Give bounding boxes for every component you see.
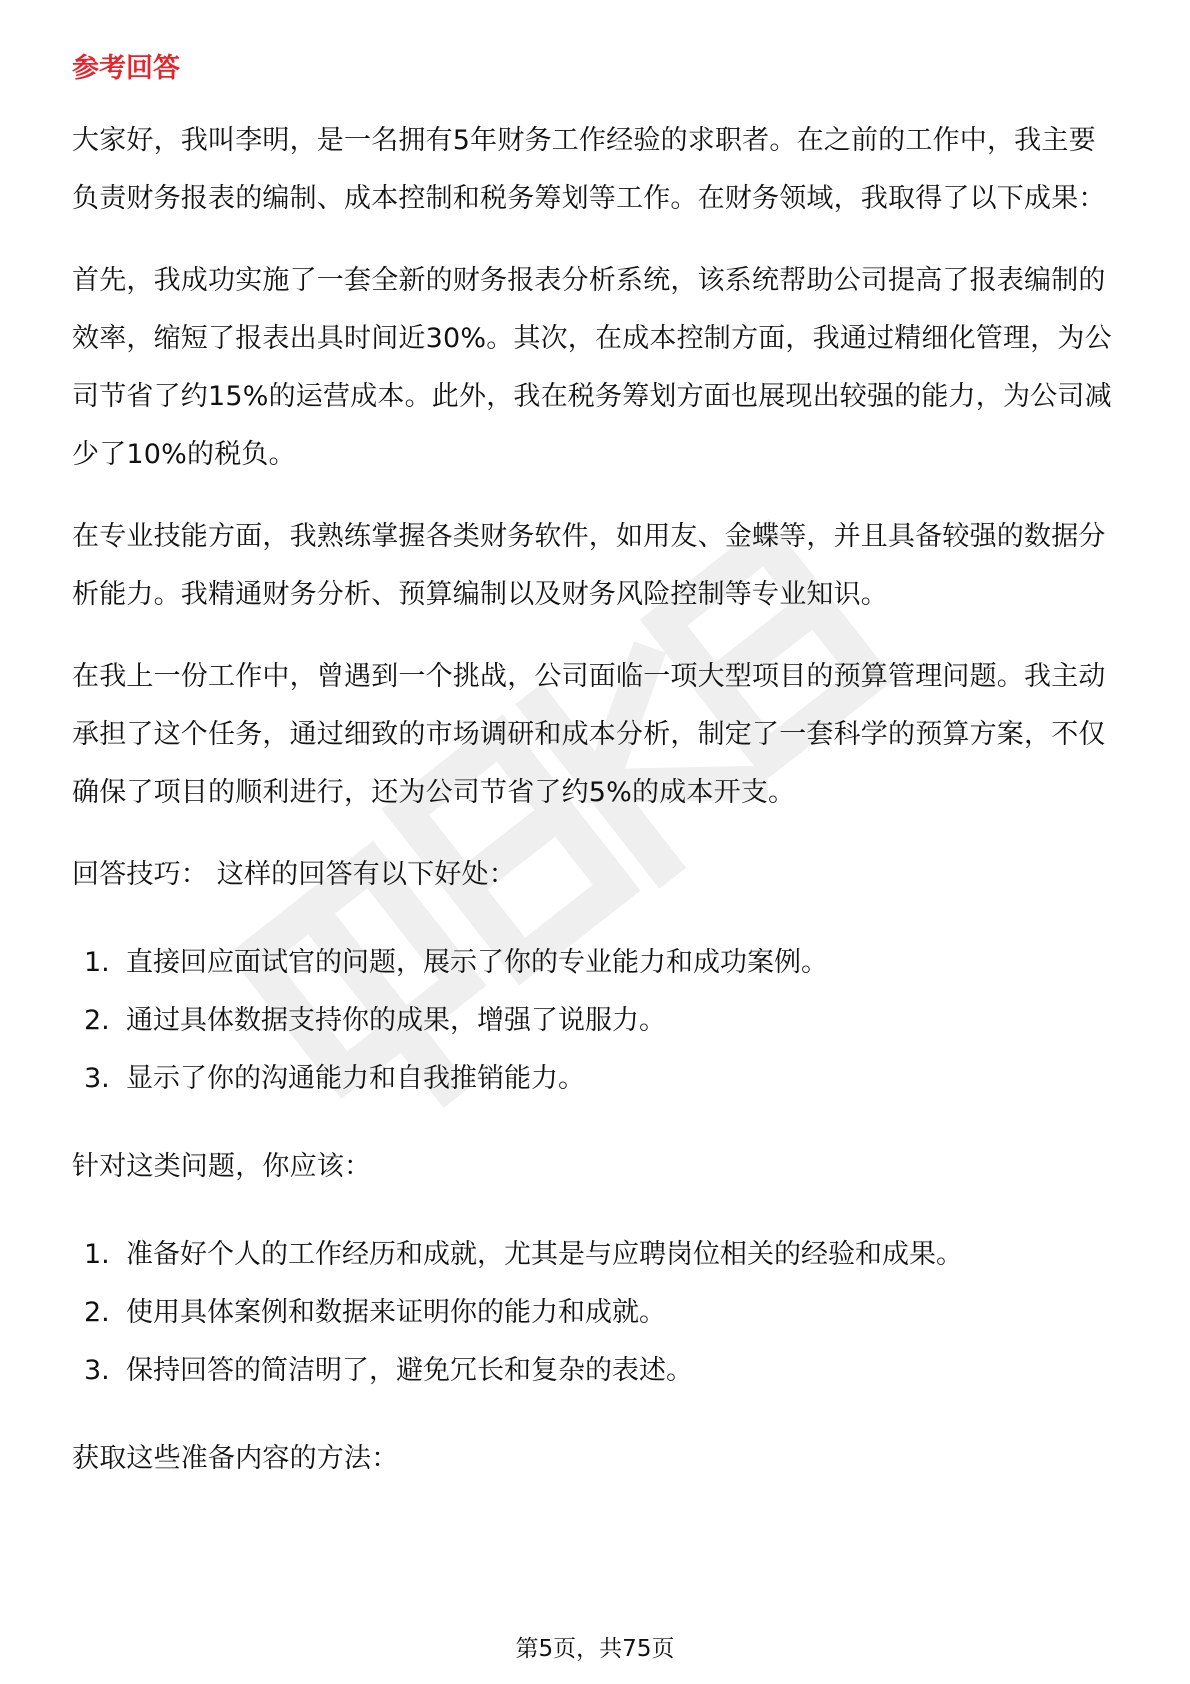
tips-intro: 回答技巧： 这样的回答有以下好处： [72,859,516,890]
list-item [84,934,1122,992]
list-item [84,1284,1122,1342]
paragraph-achievements: 首先，我成功实施了一套全新的财务报表分析系统，该系统帮助公司提高了报表编制的效率，缩短了报表出具时间近30%。其次，在成本控制方面，我通过精细化管理，为公司节省了约15%的运营成本。此外，我在税务筹划方面也展现出较强的能力，为公司减少了10%的税负。 [72,265,1112,470]
method-intro: 获取这些准备内容的方法： [72,1443,399,1474]
paragraph-challenge: 在我上一份工作中，曾遇到一个挑战，公司面临一项大型项目的预算管理问题。我主动承担了这个任务，通过细致的市场调研和成本分析，制定了一套科学的预算方案，不仅确保了项目的顺利进行，还为公司节省了约5%的成本开支。 [72,661,1106,808]
list-number: 1. [84,1239,110,1270]
list-text: 通过具体数据支持你的成果，增强了说服力。 [126,1005,666,1036]
list-number: 2. [84,1005,110,1036]
list-item [84,1050,1122,1108]
list-text: 直接回应面试官的问题，展示了你的专业能力和成功案例。 [126,947,828,978]
document-body [72,44,1122,1518]
list-number: 2. [84,1297,110,1328]
list-text: 准备好个人的工作经历和成就，尤其是与应聘岗位相关的经验和成果。 [126,1239,963,1270]
advice-intro: 针对这类问题，你应该： [72,1151,372,1182]
section-heading: 参考回答 [72,53,180,84]
list-text: 显示了你的沟通能力和自我推销能力。 [126,1063,585,1094]
paragraph-skills: 在专业技能方面，我熟练掌握各类财务软件，如用友、金蝶等，并且具备较强的数据分析能力。我精通财务分析、预算编制以及财务风险控制等专业知识。 [72,521,1106,610]
advice-list [72,1226,1122,1400]
list-text: 使用具体案例和数据来证明你的能力和成就。 [126,1297,666,1328]
list-item [84,1342,1122,1400]
list-number: 1. [84,947,110,978]
tips-list [72,934,1122,1108]
list-text: 保持回答的简洁明了，避免冗长和复杂的表述。 [126,1355,693,1386]
list-number: 3. [84,1355,110,1386]
list-number: 3. [84,1063,110,1094]
paragraph-intro: 大家好，我叫李明，是一名拥有5年财务工作经验的求职者。在之前的工作中，我主要负责财务报表的编制、成本控制和税务筹划等工作。在财务领域，我取得了以下成果： [72,125,1106,214]
page-number: 第5页，共75页 [515,1636,675,1662]
list-item [84,992,1122,1050]
list-item [84,1226,1122,1284]
